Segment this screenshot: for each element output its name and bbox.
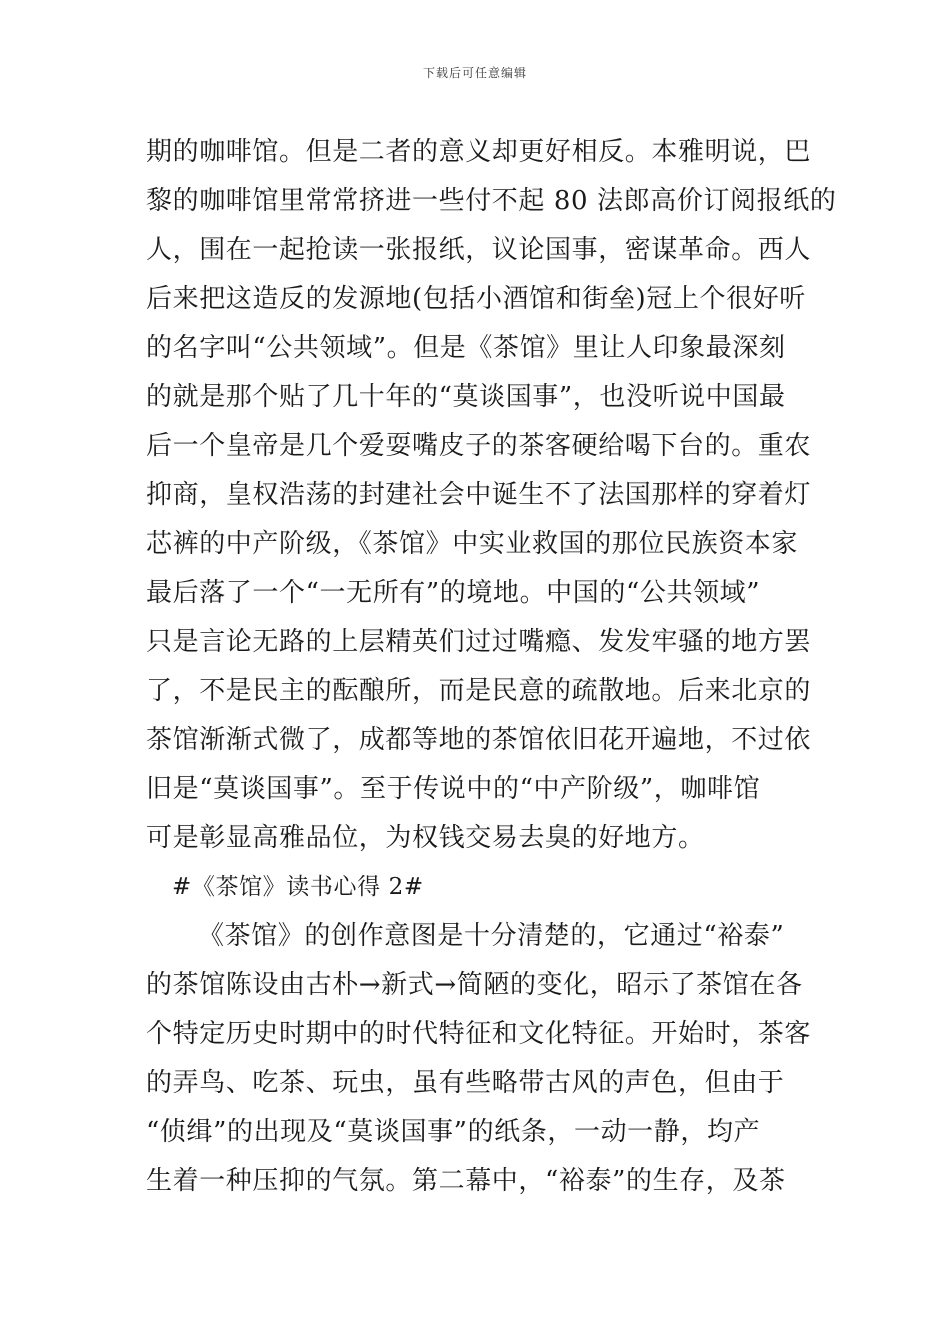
- text-line: 只是言论无路的上层精英们过过嘴瘾、发发牢骚的地方罢: [146, 627, 812, 657]
- text-line: “侦缉”的出现及“莫谈国事”的纸条，一动一静，均产: [146, 1117, 761, 1147]
- text-line: 了，不是民主的酝酿所，而是民意的疏散地。后来北京的: [146, 676, 812, 706]
- text-line: 人，围在一起抢读一张报纸，议论国事，密谋革命。西人: [146, 235, 812, 265]
- text-line: 生着一种压抑的气氛。第二幕中，“裕泰”的生存，及茶: [146, 1166, 786, 1196]
- text-line: 最后落了一个“一无所有”的境地。中国的“公共领域”: [146, 578, 761, 608]
- text-line: 抑商，皇权浩荡的封建社会中诞生不了法国那样的穿着灯: [146, 480, 812, 510]
- text-line: 可是彰显高雅品位，为权钱交易去臭的好地方。: [146, 823, 705, 853]
- text-line: 茶馆渐渐式微了，成都等地的茶馆依旧花开遍地，不过依: [146, 725, 812, 755]
- text-line: 黎的咖啡馆里常常挤进一些付不起 80 法郎高价订阅报纸的: [146, 186, 837, 216]
- text-line: 的就是那个贴了几十年的“莫谈国事”，也没听说中国最: [146, 382, 786, 412]
- text-line: 期的咖啡馆。但是二者的意义却更好相反。本雅明说，巴: [146, 137, 812, 167]
- document-body: [146, 128, 837, 1206]
- text-line: 的茶馆陈设由古朴→新式→简陋的变化，昭示了茶馆在各: [146, 970, 803, 1000]
- text-line: 后来把这造反的发源地(包括小酒馆和街垒)冠上个很好听: [146, 284, 806, 314]
- text-line: 芯裤的中产阶级，《茶馆》中实业救国的那位民族资本家: [146, 529, 799, 559]
- text-line: 旧是“莫谈国事”。至于传说中的“中产阶级”，咖啡馆: [146, 774, 761, 804]
- text-line: 的弄鸟、吃茶、玩虫，虽有些略带古风的声色，但由于: [146, 1068, 785, 1098]
- section-heading: #《茶馆》读书心得 2#: [172, 874, 424, 900]
- page-header: 下载后可任意编辑: [422, 66, 527, 80]
- text-line: 的名字叫“公共领域”。但是《茶馆》里让人印象最深刻: [146, 333, 786, 363]
- text-line: 个特定历史时期中的时代特征和文化特征。开始时，茶客: [146, 1019, 812, 1049]
- text-line: 后一个皇帝是几个爱耍嘴皮子的茶客硬给喝下台的。重农: [146, 431, 812, 461]
- paragraph-first-line: 《茶馆》的创作意图是十分清楚的，它通过“裕泰”: [198, 921, 785, 951]
